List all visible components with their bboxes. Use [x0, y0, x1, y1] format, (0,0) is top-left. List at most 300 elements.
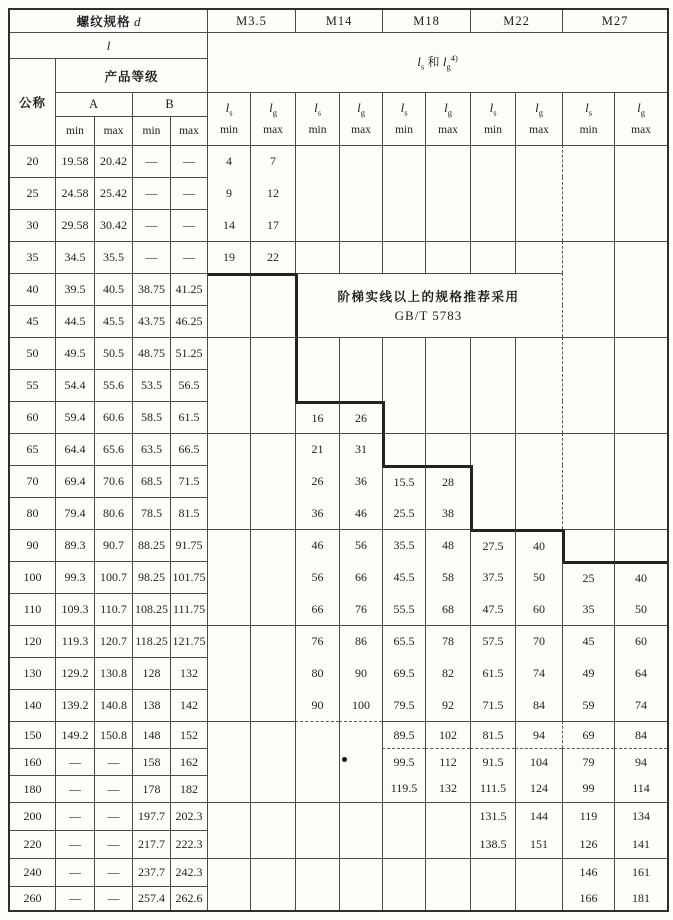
cell-bm: 98.25 — [132, 561, 170, 593]
cell-m18g: 48 — [425, 529, 470, 561]
table-row-80 — [10, 497, 667, 529]
cell-m35s — [207, 748, 250, 775]
cell-m22s: 138.5 — [470, 830, 515, 858]
cell-bm: 237.7 — [132, 858, 170, 886]
cell-ax: — — [94, 886, 132, 910]
cell-m27s: 45 — [562, 625, 614, 657]
cell-m35g: 22 — [250, 241, 295, 273]
thread-spec-header — [10, 10, 207, 32]
cell-m22s: 131.5 — [470, 802, 515, 830]
cell-m35s — [207, 401, 250, 433]
cell-m27s: 59 — [562, 689, 614, 721]
cell-n: 160 — [10, 748, 55, 775]
cell-m14g: 26 — [339, 401, 382, 433]
cell-bx: 222.3 — [170, 830, 207, 858]
cell-m22s: 61.5 — [470, 657, 515, 689]
cell-m18s: 79.5 — [382, 689, 425, 721]
cell-m27g: 40 — [614, 561, 667, 593]
cell-m22s: 27.5 — [470, 529, 515, 561]
cell-m14g: 100 — [339, 689, 382, 721]
cell-m27s: 126 — [562, 830, 614, 858]
cell-m18g — [425, 241, 470, 273]
cell-m14s — [295, 369, 339, 401]
table-row-130 — [10, 657, 667, 689]
cell-m22s: 37.5 — [470, 561, 515, 593]
table-row-70 — [10, 465, 667, 497]
cell-bx: 91.75 — [170, 529, 207, 561]
cell-m22g: 70 — [515, 625, 562, 657]
cell-m35g — [250, 337, 295, 369]
cell-m18g: 112 — [425, 748, 470, 775]
cell-m27s: 166 — [562, 886, 614, 910]
and-conjunction: 和 — [427, 55, 440, 70]
cell-m27g: 161 — [614, 858, 667, 886]
cell-m14g — [339, 273, 382, 305]
cell-n: 60 — [10, 401, 55, 433]
table-row-40 — [10, 273, 667, 305]
cell-m22s — [470, 145, 515, 177]
cell-m18s: 65.5 — [382, 625, 425, 657]
cell-am: — — [55, 748, 94, 775]
cell-bx: 61.5 — [170, 401, 207, 433]
cell-m35g — [250, 625, 295, 657]
cell-m27s — [562, 145, 614, 177]
cell-m35g — [250, 802, 295, 830]
table-row-35 — [10, 241, 667, 273]
table-row-110 — [10, 593, 667, 625]
table-row-45 — [10, 305, 667, 337]
cell-m22g: 74 — [515, 657, 562, 689]
cell-m18s: 45.5 — [382, 561, 425, 593]
cell-m35g: 12 — [250, 177, 295, 209]
cell-m22s — [470, 465, 515, 497]
cell-m14s: 80 — [295, 657, 339, 689]
cell-ax: 120.7 — [94, 625, 132, 657]
cell-m22g — [515, 305, 562, 337]
cell-m35s — [207, 433, 250, 465]
cell-bx: 182 — [170, 775, 207, 802]
cell-m27g — [614, 273, 667, 305]
cell-n: 110 — [10, 593, 55, 625]
cell-m22s — [470, 209, 515, 241]
cell-bm: 197.7 — [132, 802, 170, 830]
cell-am: 119.3 — [55, 625, 94, 657]
cell-m14s: 66 — [295, 593, 339, 625]
cell-m14s — [295, 241, 339, 273]
cell-m27g — [614, 529, 667, 561]
cell-m35g — [250, 689, 295, 721]
cell-n: 35 — [10, 241, 55, 273]
table-header — [10, 10, 667, 145]
cell-m27g — [614, 177, 667, 209]
cell-bm: — — [132, 145, 170, 177]
cell-m22g: 104 — [515, 748, 562, 775]
cell-m18s — [382, 802, 425, 830]
cell-m22s — [470, 433, 515, 465]
cell-am: 149.2 — [55, 721, 94, 748]
cell-n: 70 — [10, 465, 55, 497]
size-header-m22: M22 — [470, 10, 562, 32]
cell-m18s — [382, 177, 425, 209]
cell-m35g — [250, 305, 295, 337]
cell-am: 139.2 — [55, 689, 94, 721]
cell-m35g — [250, 433, 295, 465]
cell-m35g — [250, 886, 295, 910]
cell-m35s — [207, 830, 250, 858]
cell-am: 19.58 — [55, 145, 94, 177]
cell-n: 120 — [10, 625, 55, 657]
cell-m18g — [425, 273, 470, 305]
cell-m22s — [470, 241, 515, 273]
cell-m14g: 66 — [339, 561, 382, 593]
cell-m35s — [207, 337, 250, 369]
cell-m35g — [250, 858, 295, 886]
cell-m22s — [470, 305, 515, 337]
cell-m14g: 36 — [339, 465, 382, 497]
thread-spec-symbol: d — [133, 14, 141, 29]
cell-ax: — — [94, 775, 132, 802]
cell-m14g — [339, 858, 382, 886]
cell-bm: 148 — [132, 721, 170, 748]
cell-m35s — [207, 369, 250, 401]
cell-m27g: 64 — [614, 657, 667, 689]
cell-m35s — [207, 775, 250, 802]
cell-am: 99.3 — [55, 561, 94, 593]
cell-bx: — — [170, 241, 207, 273]
cell-m22g: 60 — [515, 593, 562, 625]
table-row-240 — [10, 858, 667, 886]
cell-ax: 150.8 — [94, 721, 132, 748]
table-row-60 — [10, 401, 667, 433]
cell-m18g — [425, 858, 470, 886]
cell-m14s — [295, 209, 339, 241]
cell-m14s — [295, 886, 339, 910]
cell-ax: 55.6 — [94, 369, 132, 401]
cell-n: 25 — [10, 177, 55, 209]
cell-m18s: 69.5 — [382, 657, 425, 689]
cell-ax: 25.42 — [94, 177, 132, 209]
cell-m35g — [250, 497, 295, 529]
cell-m22g — [515, 369, 562, 401]
cell-m22g — [515, 433, 562, 465]
cell-bm: 128 — [132, 657, 170, 689]
cell-m18g: 28 — [425, 465, 470, 497]
a-max-header: max — [94, 116, 132, 145]
cell-m27g — [614, 433, 667, 465]
cell-m14g — [339, 209, 382, 241]
cell-m35s: 4 — [207, 145, 250, 177]
cell-n: 140 — [10, 689, 55, 721]
cell-m27s — [562, 337, 614, 369]
m27-ls-min-header: $l_s$ min — [562, 92, 614, 145]
thread-spec-label: 螺纹规格 — [76, 15, 131, 29]
cell-m35s — [207, 465, 250, 497]
cell-m18g — [425, 433, 470, 465]
cell-m18g: 78 — [425, 625, 470, 657]
table-row-160 — [10, 748, 667, 775]
cell-m35s — [207, 497, 250, 529]
cell-bx: 142 — [170, 689, 207, 721]
cell-m14g — [339, 369, 382, 401]
cell-m35s — [207, 593, 250, 625]
cell-m14g: 46 — [339, 497, 382, 529]
cell-m14g: 31 — [339, 433, 382, 465]
cell-m14s — [295, 748, 339, 775]
cell-m18s — [382, 858, 425, 886]
cell-bm: 158 — [132, 748, 170, 775]
cell-bm: 108.25 — [132, 593, 170, 625]
cell-m35s — [207, 802, 250, 830]
cell-ax: — — [94, 748, 132, 775]
cell-am: — — [55, 858, 94, 886]
cell-m14g — [339, 241, 382, 273]
cell-m14g — [339, 145, 382, 177]
cell-ax: 45.5 — [94, 305, 132, 337]
cell-ax: 65.6 — [94, 433, 132, 465]
cell-bx: 152 — [170, 721, 207, 748]
table-row-220 — [10, 830, 667, 858]
cell-m18g — [425, 209, 470, 241]
cell-n: 200 — [10, 802, 55, 830]
cell-m14s: 76 — [295, 625, 339, 657]
cell-m27s: 99 — [562, 775, 614, 802]
cell-m22s — [470, 886, 515, 910]
cell-m14s: 36 — [295, 497, 339, 529]
cell-m18g — [425, 369, 470, 401]
b-max-header: max — [170, 116, 207, 145]
cell-m35s — [207, 625, 250, 657]
cell-m22s — [470, 369, 515, 401]
cell-m22g — [515, 401, 562, 433]
cell-m35g: 17 — [250, 209, 295, 241]
cell-bm: 53.5 — [132, 369, 170, 401]
cell-m27s — [562, 369, 614, 401]
cell-m22s — [470, 337, 515, 369]
cell-m35g: 7 — [250, 145, 295, 177]
table-row-140 — [10, 689, 667, 721]
cell-am: 89.3 — [55, 529, 94, 561]
cell-bx: 132 — [170, 657, 207, 689]
table-row-200 — [10, 802, 667, 830]
cell-m18s — [382, 337, 425, 369]
grade-b-header: B — [132, 92, 207, 116]
cell-m35g — [250, 529, 295, 561]
cell-m22g: 124 — [515, 775, 562, 802]
cell-n: 40 — [10, 273, 55, 305]
m35-ls-min-header: $l_s$ min — [207, 92, 250, 145]
cell-bm: — — [132, 209, 170, 241]
cell-am: — — [55, 886, 94, 910]
cell-m18s — [382, 830, 425, 858]
cell-m14s: 26 — [295, 465, 339, 497]
cell-ax: 50.5 — [94, 337, 132, 369]
cell-m27g: 50 — [614, 593, 667, 625]
cell-ax: 35.5 — [94, 241, 132, 273]
cell-ax: 90.7 — [94, 529, 132, 561]
cell-n: 45 — [10, 305, 55, 337]
table-row-55 — [10, 369, 667, 401]
cell-m27s — [562, 401, 614, 433]
cell-m27g — [614, 305, 667, 337]
cell-m14s — [295, 305, 339, 337]
cell-n: 55 — [10, 369, 55, 401]
cell-n: 100 — [10, 561, 55, 593]
cell-am: 109.3 — [55, 593, 94, 625]
cell-bm: 43.75 — [132, 305, 170, 337]
grade-a-header: A — [55, 92, 132, 116]
nominal-header: 公称 — [10, 58, 55, 145]
cell-m27g: 141 — [614, 830, 667, 858]
m18-ls-min-header: $l_s$ min — [382, 92, 425, 145]
cell-m27s — [562, 273, 614, 305]
cell-m14s — [295, 775, 339, 802]
cell-m18g — [425, 177, 470, 209]
cell-m14s: 90 — [295, 689, 339, 721]
cell-bm: — — [132, 177, 170, 209]
cell-m27g — [614, 401, 667, 433]
cell-bm: 88.25 — [132, 529, 170, 561]
cell-bm: 68.5 — [132, 465, 170, 497]
m22-lg-max-header: $l_g$ max — [515, 92, 562, 145]
cell-bx: 81.5 — [170, 497, 207, 529]
cell-m22g — [515, 858, 562, 886]
cell-m14g: 76 — [339, 593, 382, 625]
cell-m18g — [425, 145, 470, 177]
cell-m35s — [207, 273, 250, 305]
cell-m35s — [207, 689, 250, 721]
cell-n: 65 — [10, 433, 55, 465]
cell-m14s — [295, 830, 339, 858]
cell-bx: 56.5 — [170, 369, 207, 401]
cell-m22g — [515, 886, 562, 910]
cell-m35s — [207, 858, 250, 886]
cell-m22g — [515, 337, 562, 369]
cell-ax: 100.7 — [94, 561, 132, 593]
cell-m14s — [295, 858, 339, 886]
cell-m35g — [250, 369, 295, 401]
cell-m27g — [614, 369, 667, 401]
cell-m14g: 90 — [339, 657, 382, 689]
cell-m18g: 58 — [425, 561, 470, 593]
cell-bx: 66.5 — [170, 433, 207, 465]
cell-bx: 41.25 — [170, 273, 207, 305]
cell-m35g — [250, 401, 295, 433]
cell-am: 34.5 — [55, 241, 94, 273]
cell-n: 80 — [10, 497, 55, 529]
table-row-30 — [10, 209, 667, 241]
cell-bm: 63.5 — [132, 433, 170, 465]
cell-n: 20 — [10, 145, 55, 177]
cell-m35g — [250, 465, 295, 497]
cell-m27g — [614, 145, 667, 177]
cell-bx: 101.75 — [170, 561, 207, 593]
cell-n: 240 — [10, 858, 55, 886]
cell-m22g: 94 — [515, 721, 562, 748]
cell-m35g — [250, 830, 295, 858]
cell-m14g — [339, 775, 382, 802]
cell-m27s — [562, 465, 614, 497]
cell-am: — — [55, 830, 94, 858]
cell-ax: 30.42 — [94, 209, 132, 241]
cell-m35g — [250, 273, 295, 305]
cell-ax: 140.8 — [94, 689, 132, 721]
cell-bx: 262.6 — [170, 886, 207, 910]
cell-m35s: 9 — [207, 177, 250, 209]
cell-m22s — [470, 858, 515, 886]
cell-am: — — [55, 802, 94, 830]
cell-am: 44.5 — [55, 305, 94, 337]
cell-n: 260 — [10, 886, 55, 910]
cell-m27s: 69 — [562, 721, 614, 748]
cell-m27g: 60 — [614, 625, 667, 657]
cell-m22g — [515, 177, 562, 209]
cell-m35s: 14 — [207, 209, 250, 241]
cell-m35g — [250, 657, 295, 689]
cell-n: 30 — [10, 209, 55, 241]
cell-m27g — [614, 241, 667, 273]
cell-m27g — [614, 497, 667, 529]
cell-m18s — [382, 241, 425, 273]
cell-ax: — — [94, 858, 132, 886]
cell-am: 29.58 — [55, 209, 94, 241]
m35-lg-max-header: $l_g$ max — [250, 92, 295, 145]
length-symbol-header: l — [10, 32, 207, 58]
cell-am: 54.4 — [55, 369, 94, 401]
cell-m27s — [562, 529, 614, 561]
cell-m22g — [515, 209, 562, 241]
cell-m22g: 144 — [515, 802, 562, 830]
thread-length-table — [8, 8, 669, 912]
cell-m22g: 151 — [515, 830, 562, 858]
cell-m14g: 86 — [339, 625, 382, 657]
cell-m27g — [614, 337, 667, 369]
cell-bm: 78.5 — [132, 497, 170, 529]
m18-lg-max-header: $l_g$ max — [425, 92, 470, 145]
cell-bx: — — [170, 177, 207, 209]
cell-am: 49.5 — [55, 337, 94, 369]
cell-ax: 20.42 — [94, 145, 132, 177]
cell-bx: 46.25 — [170, 305, 207, 337]
cell-n: 130 — [10, 657, 55, 689]
cell-m18g — [425, 305, 470, 337]
size-header-m3-5: M3.5 — [207, 10, 295, 32]
cell-am: — — [55, 775, 94, 802]
cell-m27s — [562, 209, 614, 241]
cell-m27g: 94 — [614, 748, 667, 775]
cell-m27s — [562, 305, 614, 337]
m14-ls-min-header: $l_s$ min — [295, 92, 339, 145]
cell-m22s — [470, 177, 515, 209]
cell-m27g — [614, 465, 667, 497]
cell-m22g — [515, 465, 562, 497]
cell-m18s: 25.5 — [382, 497, 425, 529]
cell-m35s — [207, 721, 250, 748]
cell-bx: — — [170, 209, 207, 241]
cell-m27s — [562, 433, 614, 465]
cell-m27s: 35 — [562, 593, 614, 625]
cell-n: 50 — [10, 337, 55, 369]
cell-bm: 118.25 — [132, 625, 170, 657]
cell-m22g — [515, 273, 562, 305]
cell-am: 79.4 — [55, 497, 94, 529]
cell-ax: 70.6 — [94, 465, 132, 497]
size-header-m18: M18 — [382, 10, 470, 32]
b-min-header: min — [132, 116, 170, 145]
note-standard-ref: GB/T 5783 — [394, 307, 463, 323]
cell-am: 39.5 — [55, 273, 94, 305]
cell-m18g: 82 — [425, 657, 470, 689]
product-grade-header: 产品等级 — [55, 58, 207, 92]
